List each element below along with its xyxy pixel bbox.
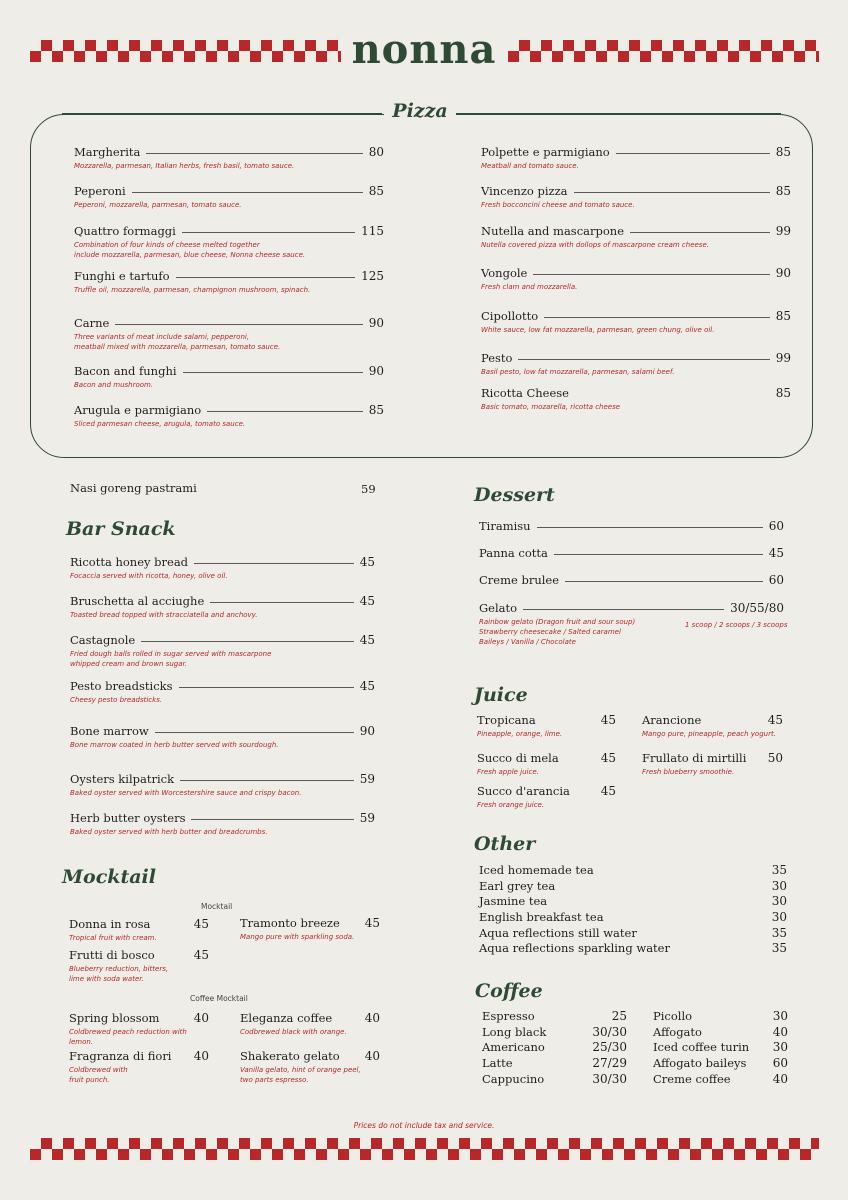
menu-item	[482, 1056, 627, 1070]
item-description: Codbrewed black with orange.	[240, 1028, 347, 1036]
item-name: Shakerato gelato	[240, 1049, 340, 1063]
menu-item	[70, 594, 375, 620]
item-name: Jasmine tea	[479, 894, 548, 908]
item-name: Espresso	[482, 1009, 535, 1023]
item-description: Baked oyster served with herb butter and breadcrumbs.	[70, 828, 268, 836]
item-price: 85	[368, 184, 384, 198]
menu-item	[74, 269, 384, 295]
item-name: Carne	[74, 316, 110, 330]
item-name: Quattro formaggi	[74, 224, 176, 238]
item-name: Iced homemade tea	[479, 863, 594, 877]
item-price: 50	[767, 751, 783, 765]
item-price: 85	[775, 184, 791, 198]
menu-item	[74, 403, 384, 429]
menu-item	[240, 1049, 380, 1085]
item-name: Bone marrow	[70, 724, 149, 738]
menu-item	[653, 1056, 788, 1070]
item-description: Truffle oil, mozzarella, parmesan, champignon mushroom, spinach.	[74, 286, 311, 294]
subsection-label-coffee-mocktail: Coffee Mocktail	[190, 994, 248, 1003]
item-price: 85	[775, 309, 791, 323]
item-price: 30/30	[592, 1072, 627, 1086]
item-description: Fresh blueberry smoothie.	[642, 768, 735, 776]
item-price: 59	[361, 482, 376, 496]
menu-item	[653, 1025, 788, 1039]
menu-item	[482, 1009, 627, 1023]
item-name: Affogato baileys	[653, 1056, 747, 1070]
item-name: Bacon and funghi	[74, 364, 177, 378]
item-price: 45	[359, 555, 375, 569]
menu-item	[479, 926, 787, 940]
item-price: 30	[772, 1009, 788, 1023]
item-name: Ricotta Cheese	[481, 386, 569, 400]
item-description: Fresh bocconcini cheese and tomato sauce.	[481, 201, 635, 209]
item-name: Vongole	[481, 266, 528, 280]
item-description: Meatball and tomato sauce.	[481, 162, 579, 170]
menu-item	[74, 224, 384, 260]
item-description: Toasted bread topped with stracciatella and anchovy.	[70, 611, 258, 619]
item-name: Polpette e parmigiano	[481, 145, 610, 159]
item-name: Castagnole	[70, 633, 136, 647]
item-name: Gelato	[479, 601, 518, 615]
menu-item	[240, 1011, 380, 1037]
item-description: Rainbow gelato (Dragon fruit and sour soup) Strawberry cheesecake / Salted caramel Baileys / Vanilla / Chocolate	[479, 618, 636, 646]
item-price: 45	[193, 917, 209, 931]
item-price: 35	[771, 926, 787, 940]
menu-item	[477, 784, 616, 810]
item-price: 40	[193, 1011, 209, 1025]
item-price: 35	[771, 941, 787, 955]
item-price: 45	[768, 546, 784, 560]
item-name: Nasi goreng pastrami	[70, 481, 197, 495]
item-price: 90	[359, 724, 375, 738]
item-price: 40	[364, 1011, 380, 1025]
item-price: 45	[359, 679, 375, 693]
menu-item	[479, 573, 784, 587]
item-price: 45	[359, 633, 375, 647]
menu-item	[479, 879, 787, 893]
item-name: Tiramisu	[479, 519, 531, 533]
item-price: 99	[775, 224, 791, 238]
item-description: Combination of four kinds of cheese melted together include mozzarella, parmesan, blue cheese, Nonna cheese sauce.	[74, 241, 306, 259]
item-name: Iced coffee turin	[653, 1040, 750, 1054]
item-name: Long black	[482, 1025, 547, 1039]
item-name: Creme coffee	[653, 1072, 731, 1086]
item-price: 85	[775, 145, 791, 159]
menu-item	[481, 224, 791, 250]
item-name: Earl grey tea	[479, 879, 556, 893]
item-name: Tramonto breeze	[240, 916, 340, 930]
item-name: Cappucino	[482, 1072, 545, 1086]
item-price: 30	[771, 879, 787, 893]
item-price: 30/30	[592, 1025, 627, 1039]
menu-item	[69, 1049, 209, 1085]
menu-item	[74, 364, 384, 390]
item-name: English breakfast tea	[479, 910, 604, 924]
item-price: 90	[368, 364, 384, 378]
item-description: Mango pure, pineapple, peach yogurt.	[642, 730, 776, 738]
item-name: Ricotta honey bread	[70, 555, 189, 569]
menu-item	[70, 811, 375, 837]
item-description: Coldbrewed peach reduction with lemon.	[69, 1028, 187, 1046]
menu-item	[479, 941, 787, 955]
menu-item	[653, 1009, 788, 1023]
item-name: Spring blossom	[69, 1011, 160, 1025]
item-name: Nutella and mascarpone	[481, 224, 624, 238]
menu-item	[70, 772, 375, 798]
item-description: Nutella covered pizza with dollops of mascarpone cream cheese.	[481, 241, 709, 249]
item-price: 40	[193, 1049, 209, 1063]
menu-item	[481, 351, 791, 377]
menu-item	[482, 1025, 627, 1039]
item-description: Tropical fruit with cream.	[69, 934, 157, 942]
menu-item	[481, 184, 791, 210]
item-description: Vanilla gelato, hint of orange peel, two parts espresso.	[240, 1066, 361, 1084]
item-price: 45	[600, 713, 616, 727]
menu-item	[479, 863, 787, 877]
item-price: 60	[772, 1056, 788, 1070]
item-price: 30	[772, 1040, 788, 1054]
item-name: Oysters kilpatrick	[70, 772, 175, 786]
menu-item	[481, 266, 791, 292]
item-name: Fragranza di fiori	[69, 1049, 172, 1063]
item-name: Pesto breadsticks	[70, 679, 173, 693]
item-name: Aqua reflections still water	[479, 926, 637, 940]
section-title-coffee: Coffee	[475, 980, 543, 1002]
item-price: 30	[771, 894, 787, 908]
footer-note: Prices do not include tax and service.	[353, 1121, 495, 1130]
gelato-scoop-note: 1 scoop / 2 scoops / 3 scoops	[685, 621, 788, 629]
item-price: 45	[600, 751, 616, 765]
menu-item	[481, 145, 791, 171]
item-price: 40	[772, 1072, 788, 1086]
section-title-bar-snack: Bar Snack	[66, 518, 176, 540]
item-name: Creme brulee	[479, 573, 560, 587]
menu-item	[479, 894, 787, 908]
menu-item	[70, 724, 375, 750]
item-description: Basic tomato, mozarella, ricotta cheese	[481, 403, 621, 411]
menu-item	[482, 1040, 627, 1054]
item-price: 45	[359, 594, 375, 608]
item-name: Bruschetta al acciughe	[70, 594, 205, 608]
menu-item	[70, 679, 375, 705]
item-name: Arancione	[642, 713, 702, 727]
item-name: Succo di mela	[477, 751, 559, 765]
section-title-mocktail: Mocktail	[62, 866, 156, 888]
item-price: 60	[768, 519, 784, 533]
menu-item	[74, 316, 384, 352]
item-name: Arugula e parmigiano	[74, 403, 202, 417]
section-title-other: Other	[474, 833, 536, 855]
item-name: Herb butter oysters	[70, 811, 186, 825]
item-price: 40	[364, 1049, 380, 1063]
menu-item	[481, 386, 791, 412]
item-price: 25	[611, 1009, 627, 1023]
item-name: Eleganza coffee	[240, 1011, 333, 1025]
menu-item	[70, 555, 375, 581]
item-price: 85	[775, 386, 791, 400]
item-price: 80	[368, 145, 384, 159]
item-price: 85	[368, 403, 384, 417]
item-name: Cipollotto	[481, 309, 539, 323]
menu-item	[477, 713, 616, 739]
item-price: 90	[368, 316, 384, 330]
menu-item	[482, 1072, 627, 1086]
item-name: Tropicana	[477, 713, 536, 727]
item-price: 40	[772, 1025, 788, 1039]
menu-item	[69, 948, 209, 984]
item-description: Mozzarella, parmesan, Italian herbs, fresh basil, tomato sauce.	[74, 162, 295, 170]
item-name: Vincenzo pizza	[481, 184, 568, 198]
item-description: Bone marrow coated in herb butter served with sourdough.	[70, 741, 279, 749]
item-name: Affogato	[653, 1025, 702, 1039]
item-price: 125	[361, 269, 384, 283]
item-name: Frutti di bosco	[69, 948, 155, 962]
menu-item	[70, 633, 375, 669]
menu-item	[653, 1072, 788, 1086]
checker-border-bottom	[30, 1138, 819, 1160]
menu-item	[642, 751, 783, 777]
item-description: Coldbrewed with fruit punch.	[69, 1066, 128, 1084]
item-price: 45	[767, 713, 783, 727]
menu-item	[69, 917, 209, 943]
item-price: 45	[193, 948, 209, 962]
item-description: Focaccia served with ricotta, honey, olive oil.	[70, 572, 228, 580]
item-name: Picollo	[653, 1009, 693, 1023]
item-description: Fried dough balls rolled in sugar served with mascarpone whipped cream and brown sugar.	[70, 650, 272, 668]
item-name: Peperoni	[74, 184, 126, 198]
item-price: 27/29	[592, 1056, 627, 1070]
item-price: 115	[361, 224, 384, 238]
pizza-title-rule-right	[456, 113, 781, 115]
item-price: 59	[359, 772, 375, 786]
item-name: Funghi e tartufo	[74, 269, 170, 283]
item-price: 90	[775, 266, 791, 280]
menu-item	[479, 519, 784, 533]
menu-item	[653, 1040, 788, 1054]
subsection-label-mocktail: Mocktail	[201, 902, 233, 911]
item-description: Baked oyster served with Worcestershire sauce and crispy bacon.	[70, 789, 302, 797]
item-name: Aqua reflections sparkling water	[479, 941, 670, 955]
menu-item	[74, 184, 384, 210]
item-price: 30	[771, 910, 787, 924]
item-name: Americano	[482, 1040, 545, 1054]
menu-item	[479, 546, 784, 560]
item-description: Peperoni, mozzarella, parmesan, tomato sauce.	[74, 201, 242, 209]
menu-item	[481, 309, 791, 335]
item-description: Fresh apple juice.	[477, 768, 539, 776]
menu-item	[642, 713, 783, 739]
item-description: Pineapple, orange, lime.	[477, 730, 563, 738]
item-price: 99	[775, 351, 791, 365]
item-price: 30/55/80	[730, 601, 784, 615]
item-description: Blueberry reduction, bitters, lime with soda water.	[69, 965, 169, 983]
menu-item	[69, 1011, 209, 1047]
item-description: Sliced parmesan cheese, arugula, tomato sauce.	[74, 420, 246, 428]
item-price: 60	[768, 573, 784, 587]
item-price: 45	[364, 916, 380, 930]
item-description: White sauce, low fat mozzarella, parmesan, green chung, olive oil.	[481, 326, 715, 334]
item-price: 45	[600, 784, 616, 798]
item-description: Fresh clam and mozzarella.	[481, 283, 578, 291]
item-price: 59	[359, 811, 375, 825]
item-name: Pesto	[481, 351, 513, 365]
item-description: Three variants of meat include salami, pepperoni, meatball mixed with mozzarella, parmesan, tomato sauce.	[74, 333, 281, 351]
item-name: Succo d'arancia	[477, 784, 570, 798]
section-title-juice: Juice	[474, 684, 528, 706]
item-name: Donna in rosa	[69, 917, 151, 931]
item-price: 25/30	[592, 1040, 627, 1054]
item-description: Fresh orange juice.	[477, 801, 545, 809]
menu-item	[74, 145, 384, 171]
item-name: Latte	[482, 1056, 513, 1070]
menu-item	[477, 751, 616, 777]
menu-item	[240, 916, 380, 942]
section-title-dessert: Dessert	[474, 484, 555, 506]
menu-item	[479, 910, 787, 924]
item-description: Cheesy pesto breadsticks.	[70, 696, 163, 704]
section-title-pizza: Pizza	[384, 100, 456, 126]
pizza-title-rule-left	[62, 113, 382, 115]
item-description: Basil pesto, low fat mozzarella, parmesan, salami beef.	[481, 368, 675, 376]
item-description: Bacon and mushroom.	[74, 381, 154, 389]
item-name: Frullato di mirtilli	[642, 751, 747, 765]
item-description: Mango pure with sparkling soda.	[240, 933, 355, 941]
item-name: Panna cotta	[479, 546, 548, 560]
item-name: Margherita	[74, 145, 141, 159]
brand-logo: nonna	[351, 26, 497, 73]
item-price: 35	[771, 863, 787, 877]
